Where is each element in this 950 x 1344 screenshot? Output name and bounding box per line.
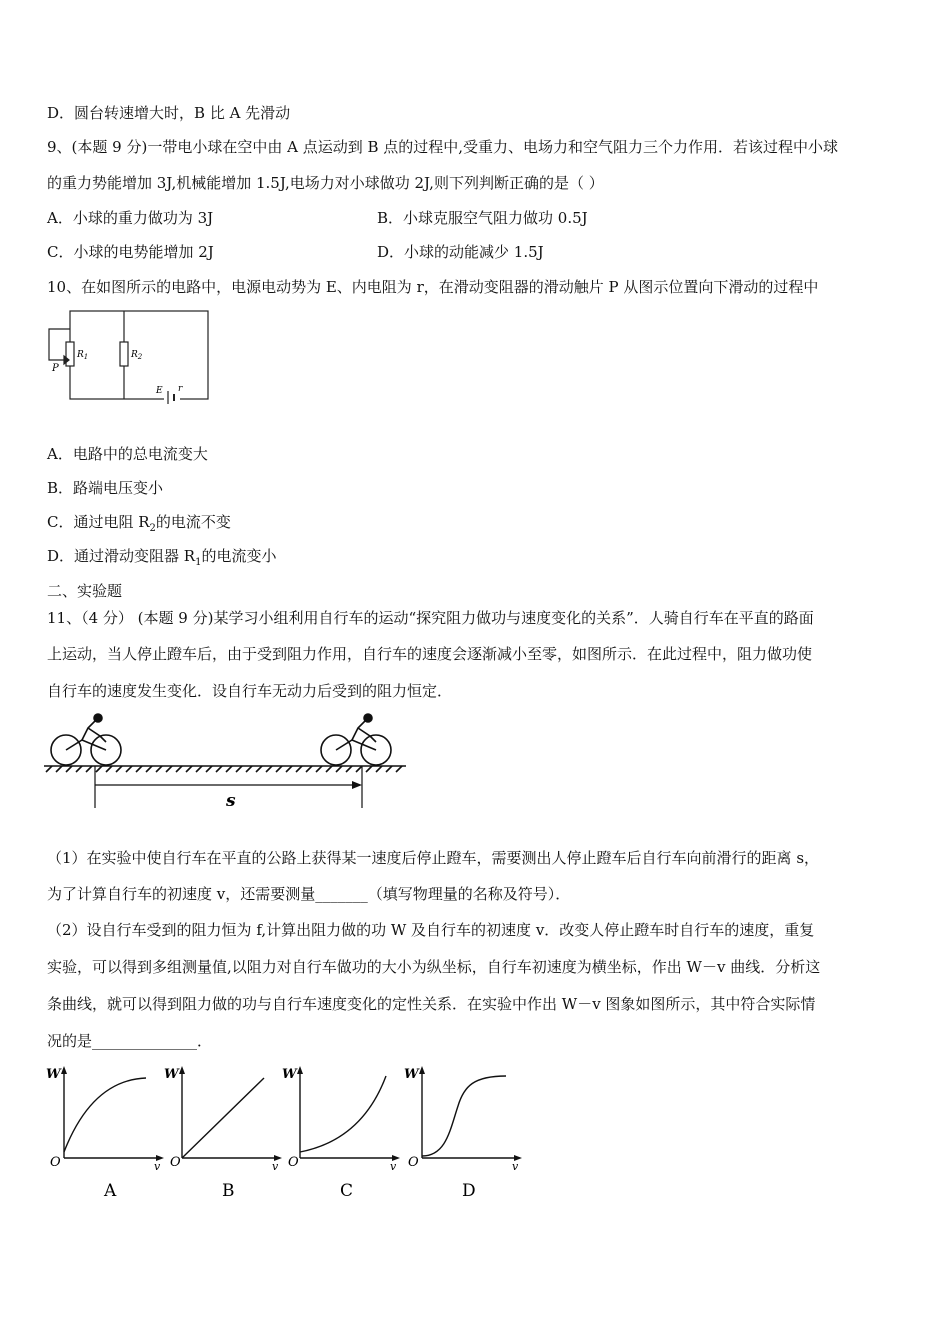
distance-label-s: s [226, 791, 236, 811]
q9-stem-line1: 9、(本题 9 分)一带电小球在空中由 A 点运动到 B 点的过程中,受重力、电场力和空气阻力三个力作用．若该过程中小球 [47, 138, 839, 156]
graph-b-label: B [222, 1181, 235, 1201]
q11-bicycle-figure [42, 712, 408, 812]
graph-a-x-label: v [154, 1160, 161, 1173]
q11-stem-line2: 上运动，当人停止蹬车后，由于受到阻力作用，自行车的速度会逐渐减小至零，如图所示．在此过程中，阻力做功使 [47, 645, 813, 663]
graph-d-label: D [462, 1181, 476, 1201]
q11-part1-line2: 为了计算自行车的初速度 v，还需要测量_______（填写物理量的名称及符号）． [47, 885, 571, 903]
q8-option-d: D．圆台转速增大时，B 比 A 先滑动 [47, 104, 291, 122]
section-title: 二、实验题 [47, 582, 123, 600]
graph-d [404, 1066, 522, 1201]
q10-option-c: C．通过电阻 $R_2$的电流不变 [47, 513, 231, 534]
graph-b-origin: O [170, 1155, 181, 1170]
q10-circuit-figure [40, 305, 220, 405]
q11-part2-line2: 实验，可以得到多组测量值,以阻力对自行车做功的大小为纵坐标，自行车初速度为横坐标，作出 W－v 曲线．分析这 [47, 958, 821, 976]
q10-stem: 10、在如图所示的电路中，电源电动势为 E、内电阻为 r，在滑动变阻器的滑动触片 P 从图示位置向下滑动的过程中 [47, 278, 819, 296]
q10-option-d: D．通过滑动变阻器 $R_1$的电流变小 [47, 547, 277, 568]
graph-c-label: C [340, 1181, 354, 1201]
graph-b-y-label: W [164, 1067, 179, 1082]
q9-stem-line2: 的重力势能增加 3J,机械能增加 1.5J,电场力对小球做功 2J,则下列判断正确的是（ ） [47, 174, 604, 192]
graph-a-label: A [104, 1181, 117, 1201]
graph-c-origin: O [288, 1155, 299, 1170]
graph-b-x-label: v [272, 1160, 279, 1173]
graph-d-origin: O [408, 1155, 419, 1170]
graph-a-origin: O [50, 1155, 61, 1170]
q11-stem-line3: 自行车的速度发生变化．设自行车无动力后受到的阻力恒定． [47, 682, 453, 700]
q11-stem-line1: 11、（4 分） (本题 9 分)某学习小组利用自行车的运动“探究阻力做功与速度变化的关系”．人骑自行车在平直的路面 [47, 609, 814, 627]
q10-option-b: B．路端电压变小 [47, 479, 164, 497]
circuit-label-p: P [52, 363, 59, 374]
q10-option-a: A．电路中的总电流变大 [47, 445, 208, 463]
graph-c-y-label: W [282, 1067, 297, 1082]
graph-a-y-label: W [46, 1067, 61, 1082]
q11-wv-graphs [42, 1060, 532, 1210]
circuit-label-r1: $R_1$ [77, 350, 89, 361]
q11-part2-line3: 条曲线，就可以得到阻力做的功与自行车速度变化的定性关系．在实验中作出 W－v 图象如图所示，其中符合实际情 [47, 995, 816, 1013]
q11-part1-line1: （1）在实验中使自行车在平直的公路上获得某一速度后停止蹬车，需要测出人停止蹬车后自行车向前滑行的距离 s， [47, 849, 820, 867]
q9-option-a: A．小球的重力做功为 3J [47, 209, 214, 227]
graph-a [46, 1066, 164, 1201]
graph-c-x-label: v [390, 1160, 397, 1173]
q9-option-c: C．小球的电势能增加 2J [47, 243, 214, 261]
q9-option-d: D．小球的动能减少 1.5J [377, 243, 544, 261]
graph-d-y-label: W [404, 1067, 419, 1082]
q11-part2-line1: （2）设自行车受到的阻力恒为 f,计算出阻力做的功 W 及自行车的初速度 v．改变人停止蹬车时自行车的速度，重复 [47, 921, 815, 939]
circuit-label-r: r [178, 384, 183, 394]
graph-b [164, 1066, 282, 1201]
circuit-label-e: E [156, 386, 163, 396]
q9-option-b: B．小球克服空气阻力做功 0.5J [377, 209, 588, 227]
q11-part2-line4: 况的是______________． [47, 1032, 213, 1050]
graph-d-x-label: v [512, 1160, 519, 1173]
circuit-label-r2: $R_2$ [131, 350, 143, 361]
graph-c [282, 1066, 400, 1201]
